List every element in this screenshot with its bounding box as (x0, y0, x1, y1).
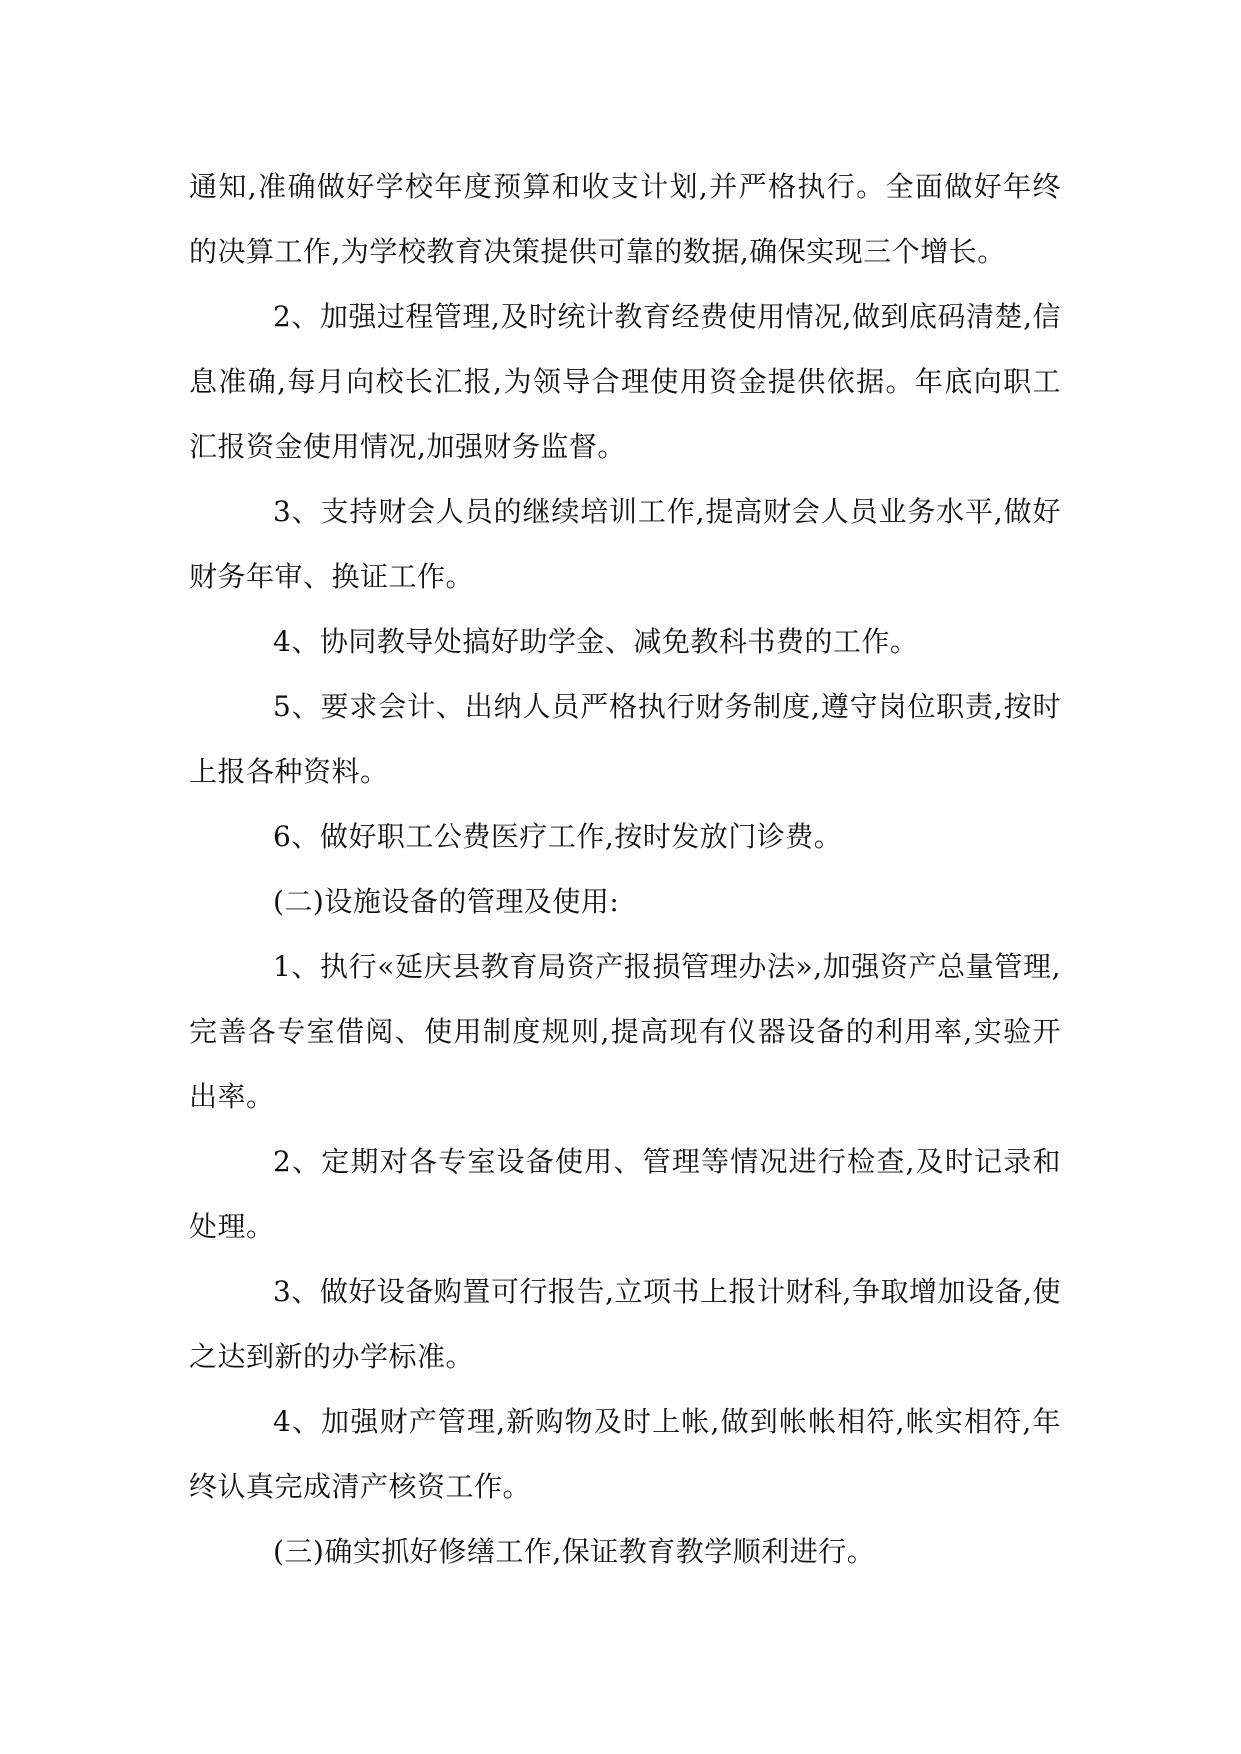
paragraph-item-6: 6、做好职工公费医疗工作,按时发放门诊费。 (273, 820, 843, 853)
section-heading-2: (二)设施设备的管理及使用: (273, 885, 620, 918)
paragraph-equip-1: 1、执行«延庆县教育局资产报损管理办法»,加强资产总量管理,完善各专室借阅、使用制度规则,提高现有仪器设备的利用率,实验开出率。 (189, 950, 1061, 1113)
paragraph-item-5: 5、要求会计、出纳人员严格执行财务制度,遵守岗位职责,按时上报各种资料。 (189, 690, 1061, 788)
paragraph-item-3: 3、支持财会人员的继续培训工作,提高财会人员业务水平,做好财务年审、换证工作。 (189, 495, 1061, 593)
paragraph-item-4: 4、协同教导处搞好助学金、减免教科书费的工作。 (273, 625, 919, 658)
paragraph-equip-3: 3、做好设备购置可行报告,立项书上报计财科,争取增加设备,使之达到新的办学标准。 (189, 1275, 1061, 1373)
paragraph-continuation: 通知,准确做好学校年度预算和收支计划,并严格执行。全面做好年终的决算工作,为学校教育决策提供可靠的数据,确保实现三个增长。 (189, 170, 1061, 268)
section-heading-3: (三)确实抓好修缮工作,保证教育教学顺利进行。 (273, 1535, 876, 1568)
paragraph-equip-4: 4、加强财产管理,新购物及时上帐,做到帐帐相符,帐实相符,年终认真完成清产核资工作。 (189, 1405, 1061, 1503)
document-body (189, 154, 1061, 1584)
paragraph-item-2: 2、加强过程管理,及时统计教育经费使用情况,做到底码清楚,信息准确,每月向校长汇报,为领导合理使用资金提供依据。年底向职工汇报资金使用情况,加强财务监督。 (189, 300, 1061, 463)
paragraph-equip-2: 2、定期对各专室设备使用、管理等情况进行检查,及时记录和处理。 (189, 1145, 1061, 1243)
